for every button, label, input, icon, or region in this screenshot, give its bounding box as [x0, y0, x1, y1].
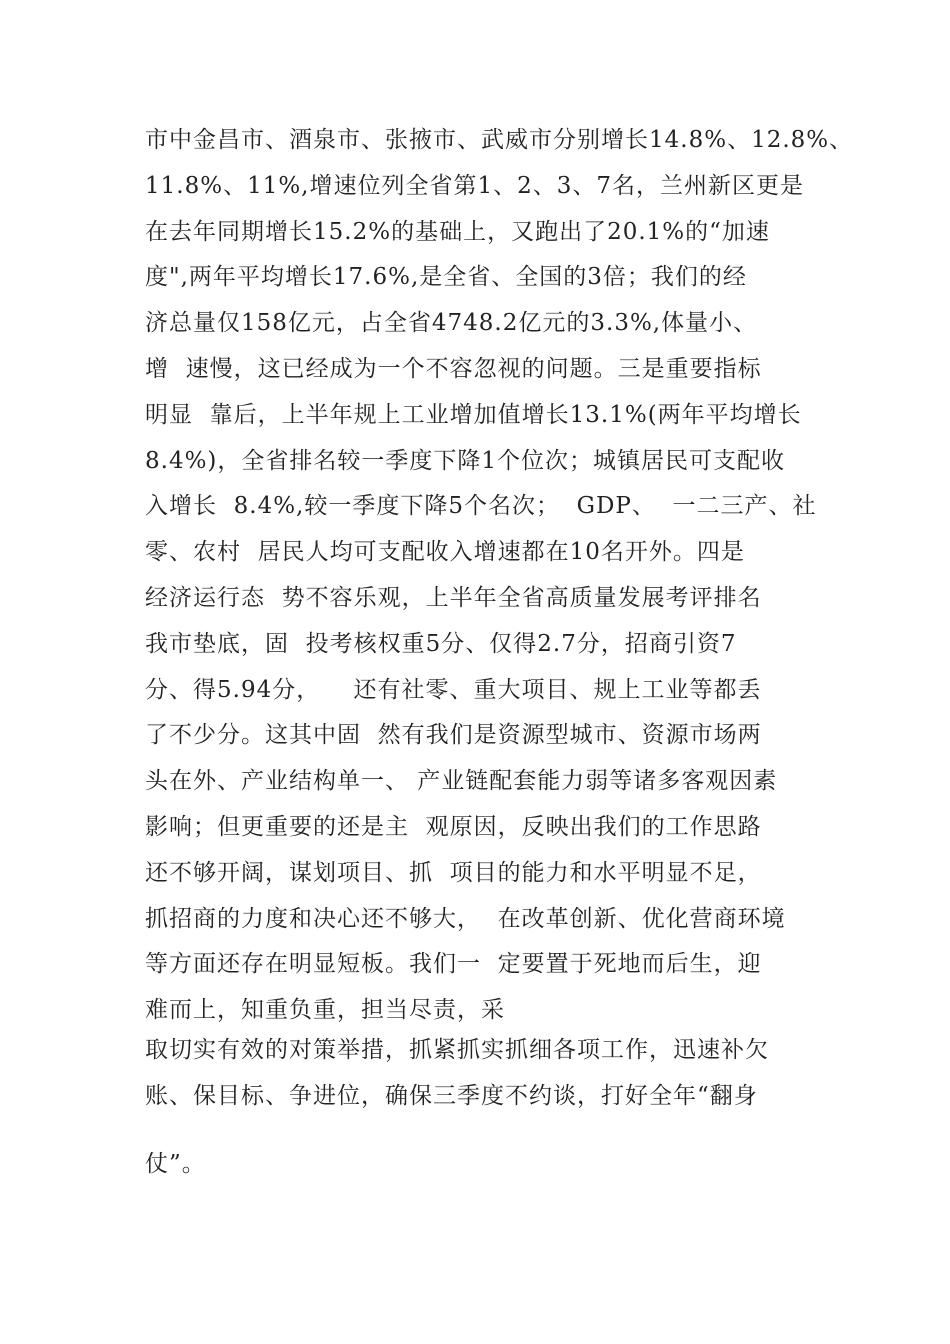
text-line-6: 增 速慢，这已经成为一个不容忽视的问题。三是重要指标: [145, 355, 762, 382]
text-line-15: 头在外、产业结构单一、 产业链配套能力弱等诸多客观因素: [145, 768, 778, 795]
text-line-16: 影响；但更重要的还是主 观原因，反映出我们的工作思路: [145, 813, 762, 840]
text-line-12: 我市垫底，固 投考核权重5分、仅得2.7分，招商引资7: [145, 630, 737, 657]
text-line-5: 济总量仅158亿元，占全省4748.2亿元的3.3%,体量小、: [145, 310, 758, 337]
text-line-18: 抓招商的力度和决心还不够大， 在改革创新、优化营商环境: [145, 905, 786, 932]
text-line-17: 还不够开阔，谋划项目、抓 项目的能力和水平明显不足，: [145, 859, 762, 886]
text-line-4: 度",两年平均增长17.6%,是全省、全国的3倍；我们的经: [145, 264, 747, 291]
text-line-20: 难而上，知重负重，担当尽责，采: [145, 997, 505, 1024]
text-line-10: 零、农村 居民人均可支配收入增速都在10名开外。四是: [145, 539, 745, 566]
text-line-2: 11.8%、11%,增速位列全省第1、2、3、7名，兰州新区更是: [145, 172, 805, 199]
text-line-1: 市中金昌市、酒泉市、张掖市、武威市分别增长14.8%、12.8%、: [145, 127, 854, 153]
text-line-21: 取切实有效的对策举措，抓紧抓实抓细各项工作，迅速补欠: [145, 1037, 769, 1064]
text-line-3: 在去年同期增长15.2%的基础上，又跑出了20.1%的“加速: [145, 218, 770, 245]
text-line-7: 明显 靠后，上半年规上工业增加值增长13.1%(两年平均增长: [145, 401, 802, 428]
text-line-14: 了不少分。这其中固 然有我们是资源型城市、资源市场两: [145, 722, 762, 749]
text-line-8: 8.4%)，全省排名较一季度下降1个位次；城镇居民可支配收: [145, 447, 786, 474]
text-line-22: 账、保目标、争进位，确保三季度不约谈，打好全年“翻身: [145, 1082, 758, 1109]
text-line-19: 等方面还存在明显短板。我们一 定要置于死地而后生，迎: [145, 951, 762, 978]
body-text: [145, 118, 854, 1188]
text-line-9: 入增长 8.4%,较一季度下降5个名次； GDP、 一二三产、社: [145, 493, 817, 520]
text-line-23: 仗”。: [145, 1150, 206, 1177]
text-line-13: 分、得5.94分， 还有社零、重大项目、规上工业等都丢: [145, 676, 762, 703]
text-line-11: 经济运行态 势不容乐观，上半年全省高质量发展考评排名: [145, 584, 762, 611]
